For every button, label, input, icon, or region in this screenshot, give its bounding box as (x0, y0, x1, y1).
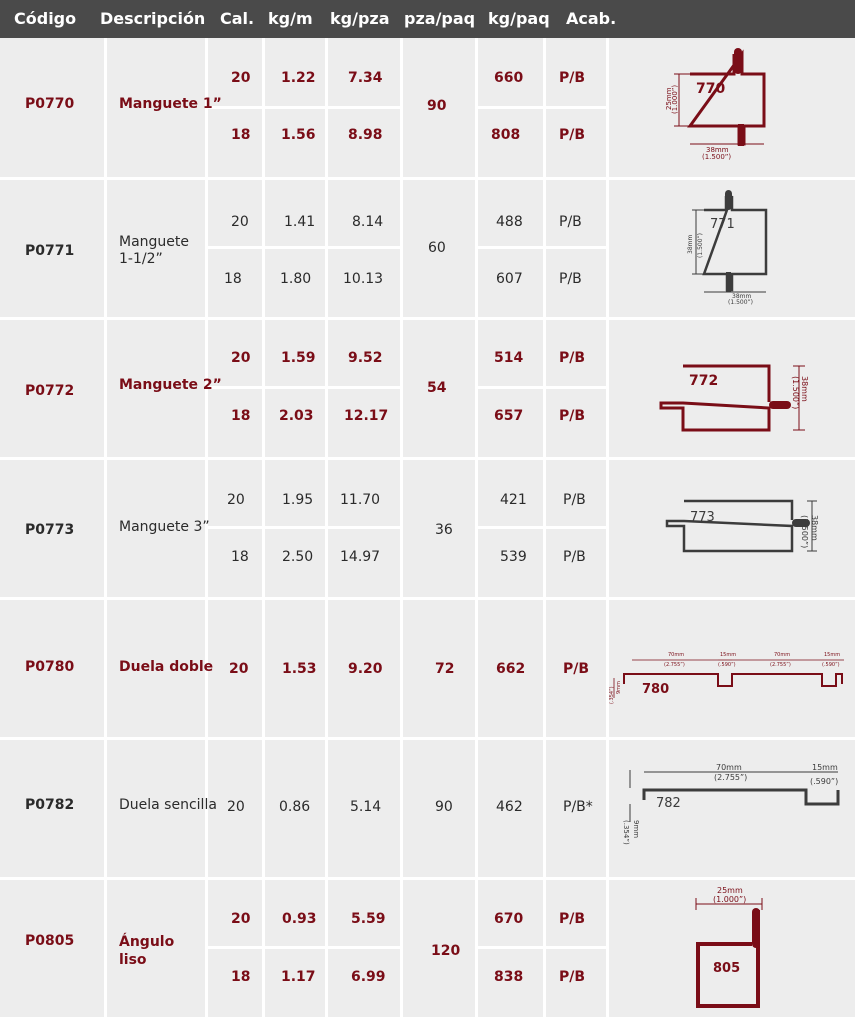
dimension-label: (2.755”) (770, 662, 791, 668)
acab-value: P/B (559, 969, 586, 985)
row-divider (0, 457, 855, 460)
profile-782-drawing (612, 752, 852, 852)
acab-value: P/B (563, 492, 586, 508)
dimension-label: (1.500”) (697, 233, 704, 258)
profile-771-drawing (680, 184, 780, 309)
kgpza-value: 9.20 (348, 661, 383, 677)
cal-value: 18 (231, 549, 249, 565)
profile-number: 770 (696, 81, 726, 97)
kgpaq-value: 662 (496, 661, 526, 677)
dimension-label: 15mm (812, 763, 838, 772)
cal-value: 20 (231, 350, 251, 366)
kgpza-value: 7.34 (348, 70, 383, 86)
acab-value: P/B (559, 271, 582, 287)
dimension-label: 15mm (720, 652, 737, 658)
profile-number: 773 (690, 510, 715, 525)
acab-value: P/B (559, 70, 586, 86)
acab-value: P/B (559, 911, 586, 927)
kgpaq-value: 514 (494, 350, 524, 366)
subrow-divider (205, 106, 400, 109)
dimension-label: 70mm (716, 763, 742, 772)
dimension-label: 38mm (732, 293, 752, 300)
dimension-label: 38mm (687, 234, 694, 254)
col-kgm: kg/m (268, 9, 313, 28)
col-kgpaq: kg/paq (488, 9, 550, 28)
col-acab: Acab. (566, 9, 617, 28)
kgm-value: 1.53 (282, 661, 317, 677)
pzapaq-value: 120 (431, 943, 461, 959)
kgm-value: 1.22 (281, 70, 316, 86)
kgpza-value: 9.52 (348, 350, 383, 366)
dimension-label: 70mm (668, 652, 685, 658)
kgpaq-value: 539 (500, 549, 527, 565)
dimension-label: (2.755”) (664, 662, 685, 668)
dimension-label: 38mm (706, 146, 729, 154)
dimension-label: 25mm (665, 87, 673, 110)
product-description: Duela sencilla (119, 797, 217, 813)
col-pzapaq: pza/paq (404, 9, 476, 28)
kgpza-value: 11.70 (340, 492, 381, 508)
pzapaq-value: 90 (435, 799, 453, 815)
dimension-label: (.590”) (718, 662, 736, 668)
table-header (0, 0, 855, 38)
dimension-label: 38mm (810, 515, 819, 541)
pzapaq-value: 90 (427, 98, 447, 114)
cal-value: 20 (231, 911, 251, 927)
dimension-label: 9mm (632, 820, 640, 839)
subrow-divider (475, 246, 606, 249)
subrow-divider (475, 526, 606, 529)
product-code: P0770 (25, 96, 75, 112)
acab-value: P/B (559, 350, 586, 366)
profile-772-drawing (655, 358, 815, 436)
product-code: P0771 (25, 243, 75, 259)
kgpaq-value: 670 (494, 911, 524, 927)
cal-value: 18 (231, 127, 251, 143)
profile-number: 772 (689, 373, 719, 389)
cal-value: 18 (231, 969, 251, 985)
grid-line (606, 38, 609, 1017)
acab-value: P/B (559, 127, 586, 143)
col-codigo: Código (14, 9, 77, 28)
dimension-label: (2.755”) (714, 773, 748, 782)
subrow-divider (205, 386, 400, 389)
row-divider (0, 877, 855, 880)
kgpza-value: 8.14 (352, 214, 384, 230)
kgpza-value: 5.59 (351, 911, 386, 927)
product-description-line2: 1-1/2” (119, 251, 163, 267)
cal-value: 18 (224, 271, 242, 287)
col-cal: Cal. (220, 9, 255, 28)
kgpaq-value: 607 (496, 271, 523, 287)
acab-value: P/B (563, 549, 586, 565)
acab-value: P/B* (563, 799, 593, 815)
kgpaq-value: 657 (494, 408, 524, 424)
dimension-label: (.590”) (822, 662, 840, 668)
row-divider (0, 597, 855, 600)
profile-number: 782 (656, 796, 681, 811)
dimension-label: (1.500”) (800, 515, 809, 549)
product-description: Manguete (119, 234, 190, 250)
subrow-divider (205, 246, 400, 249)
kgm-value: 1.80 (280, 271, 312, 287)
profile-number: 780 (642, 682, 670, 697)
product-code: P0780 (25, 659, 75, 675)
subrow-divider (475, 106, 606, 109)
profile-805-drawing (690, 882, 790, 1012)
subrow-divider (475, 946, 606, 949)
kgm-value: 1.17 (281, 969, 316, 985)
dimension-label: (.354”) (622, 820, 630, 845)
cal-value: 20 (231, 214, 249, 230)
row-divider (0, 737, 855, 740)
dimension-label: (1.500”) (702, 153, 732, 161)
kgm-value: 0.86 (279, 799, 311, 815)
cal-value: 20 (229, 661, 249, 677)
kgpza-value: 5.14 (350, 799, 382, 815)
dimension-label: (1.500”) (791, 376, 800, 410)
kgpaq-value: 838 (494, 969, 524, 985)
col-descripcion: Descripción (100, 9, 206, 28)
kgpaq-value: 808 (491, 127, 521, 143)
profile-770-drawing (660, 44, 780, 164)
dimension-label: 25mm (717, 886, 743, 895)
dimension-label: (1.000”) (713, 895, 747, 904)
product-code: P0773 (25, 522, 75, 538)
product-code: P0782 (25, 797, 75, 813)
product-description: Duela doble (119, 659, 214, 675)
kgpza-value: 8.98 (348, 127, 383, 143)
kgpaq-value: 488 (496, 214, 523, 230)
dimension-label: (1.000”) (671, 84, 679, 114)
product-code: P0805 (25, 933, 75, 949)
kgm-value: 2.03 (279, 408, 314, 424)
product-description: Manguete 2” (119, 377, 222, 393)
pzapaq-value: 54 (427, 380, 447, 396)
kgpza-value: 12.17 (344, 408, 389, 424)
product-description: Manguete 3” (119, 519, 210, 535)
pzapaq-value: 36 (435, 522, 453, 538)
product-description: Manguete 1” (119, 96, 222, 112)
dimension-label: 9mm (616, 681, 622, 694)
pzapaq-value: 60 (428, 240, 446, 256)
kgm-value: 1.95 (282, 492, 314, 508)
profile-number: 771 (710, 217, 735, 232)
product-description-line2: liso (119, 952, 147, 968)
cal-value: 20 (227, 799, 245, 815)
kgm-value: 0.93 (282, 911, 317, 927)
kgpza-value: 14.97 (340, 549, 381, 565)
subrow-divider (475, 386, 606, 389)
acab-value: P/B (563, 661, 590, 677)
dimension-label: 70mm (774, 652, 791, 658)
kgm-value: 1.56 (281, 127, 316, 143)
cal-value: 20 (231, 70, 251, 86)
row-divider (0, 317, 855, 320)
cal-value: 20 (227, 492, 245, 508)
product-code: P0772 (25, 383, 75, 399)
kgpaq-value: 421 (500, 492, 527, 508)
dimension-label: (1.500”) (728, 299, 753, 306)
cal-value: 18 (231, 408, 251, 424)
kgpaq-value: 462 (496, 799, 523, 815)
kgm-value: 1.41 (284, 214, 316, 230)
kgpza-value: 6.99 (351, 969, 386, 985)
col-kgpza: kg/pza (330, 9, 390, 28)
grid-line (104, 38, 107, 1017)
subrow-divider (205, 526, 400, 529)
kgm-value: 2.50 (282, 549, 314, 565)
dimension-label: (.354”) (609, 686, 615, 704)
profile-number: 805 (713, 961, 741, 976)
pzapaq-value: 72 (435, 661, 455, 677)
grid-line (400, 38, 403, 1017)
kgpaq-value: 660 (494, 70, 524, 86)
acab-value: P/B (559, 214, 582, 230)
profile-780-drawing (608, 642, 853, 712)
profile-773-drawing (662, 495, 822, 560)
kgpza-value: 10.13 (343, 271, 384, 287)
dimension-label: (.590”) (810, 777, 839, 786)
dimension-label: 38mm (800, 376, 809, 402)
product-description: Ángulo (119, 934, 175, 950)
acab-value: P/B (559, 408, 586, 424)
dimension-label: 15mm (824, 652, 841, 658)
kgm-value: 1.59 (281, 350, 316, 366)
row-divider (0, 177, 855, 180)
subrow-divider (205, 946, 400, 949)
